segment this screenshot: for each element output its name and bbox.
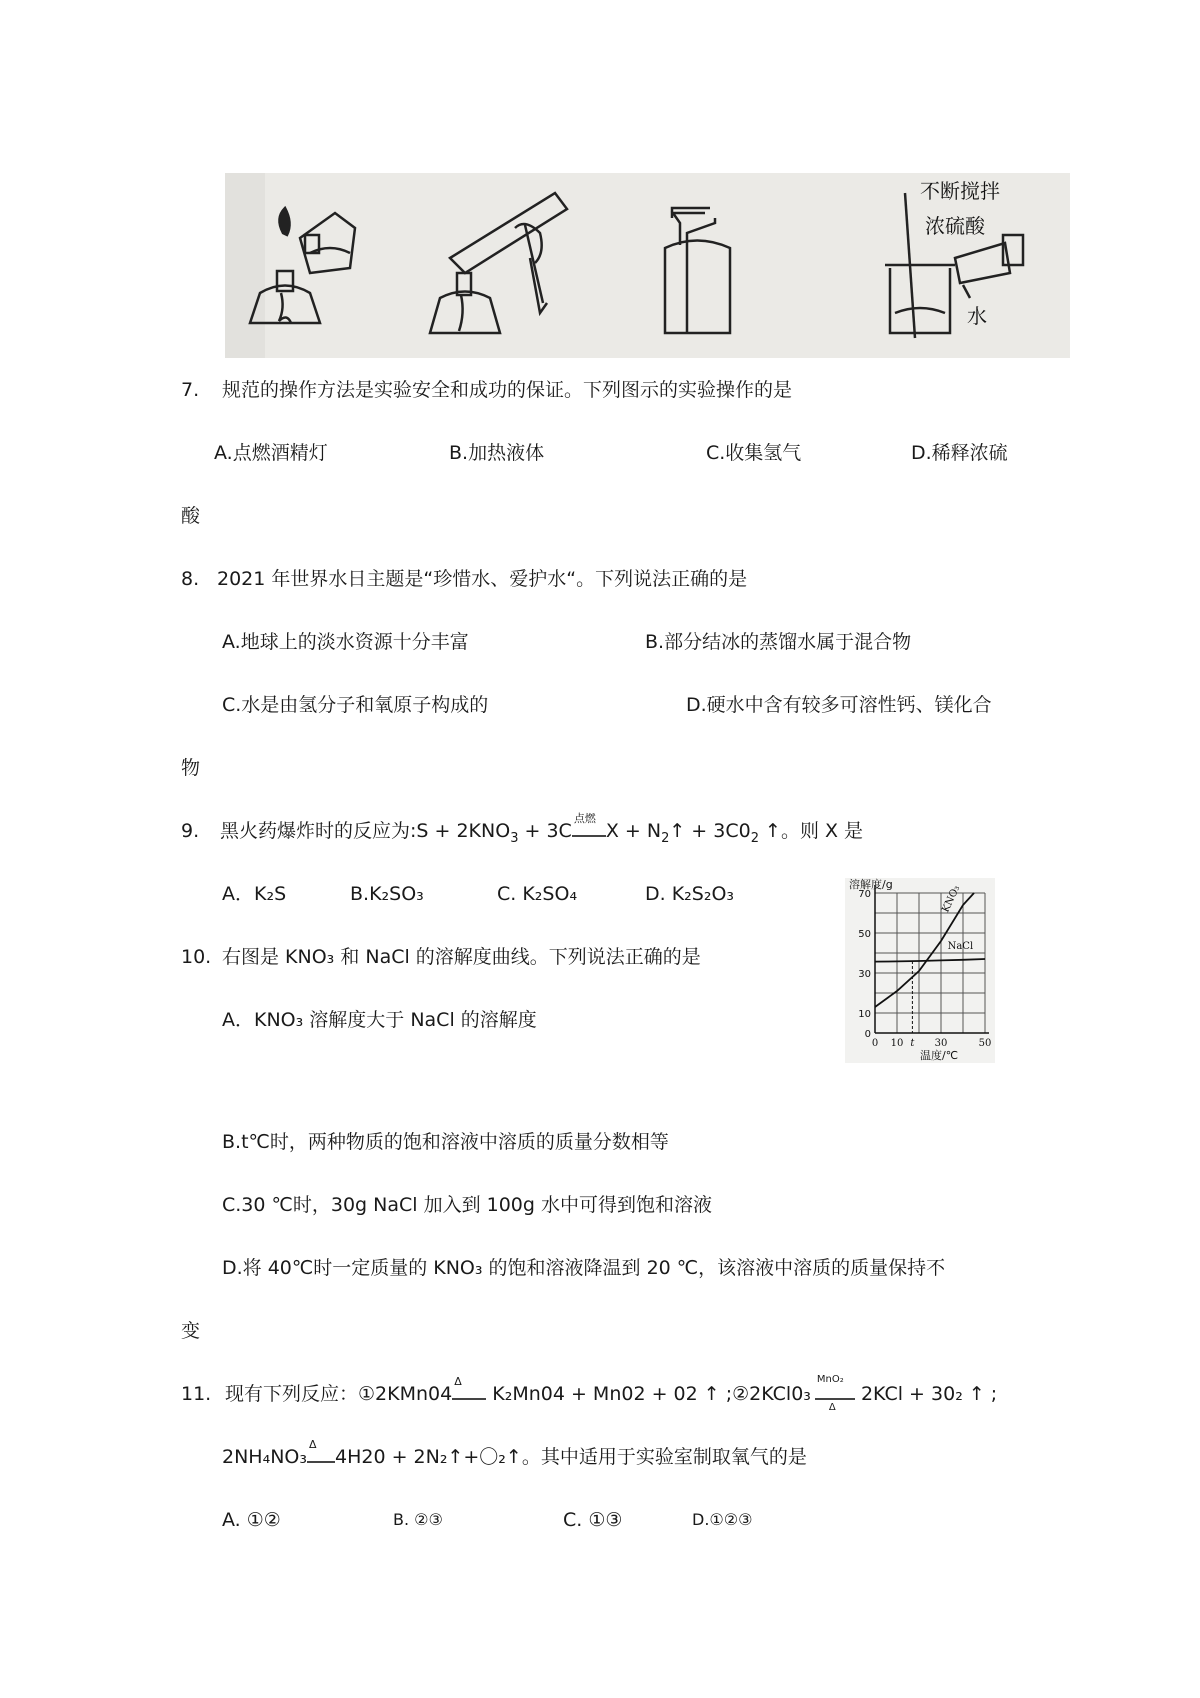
q11-option-c: C. ①③ xyxy=(563,1509,623,1531)
x-tick-label: 10 xyxy=(890,1038,904,1049)
stir-label: 不断搅拌 xyxy=(920,179,1000,203)
catalyst-condition: MnO₂ Δ xyxy=(815,1381,855,1407)
q11-line2: 2NH₄NO₃ Δ 4H20 + 2N₂↑+〇₂↑。其中适用于实验室制取氧气的是 xyxy=(222,1438,807,1468)
q9-option-b: B.K₂SO₃ xyxy=(350,883,424,905)
water-label: 水 xyxy=(967,304,987,328)
q11-option-a: A. ①② xyxy=(222,1509,281,1531)
q10-stem: 右图是 KNO₃ 和 NaCl 的溶解度曲线。下列说法正确的是 xyxy=(222,946,701,968)
q11-option-d: D.①②③ xyxy=(692,1510,753,1529)
q7-wrap: 酸 xyxy=(181,505,201,527)
q9-option-a: A．K₂S xyxy=(222,883,287,905)
q11-line1: 现有下列反应：①2KMn04 Δ K₂Mn04 + Mn02 + 02 ↑ ;②2KCl0₃ MnO₂ Δ 2KCl + 30₂ ↑ ; xyxy=(225,1374,998,1413)
q9-option-d: D. K₂S₂O₃ xyxy=(645,883,735,905)
q7-option-c: C.收集氢气 xyxy=(706,442,802,464)
q8-option-c: C.水是由氢分子和氧原子构成的 xyxy=(222,694,489,716)
q8-option-d: D.硬水中含有较多可溶性钙、镁化合 xyxy=(686,694,992,716)
series-label: NaCl xyxy=(947,941,974,952)
series-line-nacl xyxy=(875,959,985,962)
solubility-chart xyxy=(845,878,995,1063)
question-7-figure xyxy=(225,173,1070,358)
x-axis-title: 温度/℃ xyxy=(920,1049,959,1062)
series-label: KNO₃ xyxy=(940,883,963,915)
heat-condition-3: Δ xyxy=(307,1444,335,1470)
q7-stem: 规范的操作方法是实验安全和成功的保证。下列图示的实验操作的是 xyxy=(222,379,793,401)
q7-option-b: B.加热液体 xyxy=(449,442,545,464)
q8-number: 8. xyxy=(181,568,200,590)
q7-number: 7. xyxy=(181,379,200,401)
q8-option-a: A.地球上的淡水资源十分丰富 xyxy=(222,631,469,653)
q8-stem: 2021 年世界水日主题是“珍惜水、爱护水“。下列说法正确的是 xyxy=(217,568,748,590)
q8-wrap: 物 xyxy=(181,757,201,779)
y-tick-label: 10 xyxy=(858,1009,871,1020)
ignition-condition: 点燃 xyxy=(572,818,606,844)
q7-option-d: D.稀释浓硫 xyxy=(911,442,1008,464)
q10-option-c: C.30 ℃时，30g NaCl 加入到 100g 水中可得到饱和溶液 xyxy=(222,1194,712,1216)
q10-option-a: A．KNO₃ 溶解度大于 NaCl 的溶解度 xyxy=(222,1009,537,1031)
q9-stem: 黑火药爆炸时的反应为:S + $2KNO_3 + 3C$ 点燃 $X + N_2↑ + 3C0_2$ ↑。则 X 是 xyxy=(220,812,864,846)
y-tick-label: 30 xyxy=(858,969,871,980)
y-tick-label: 0 xyxy=(864,1029,871,1040)
x-tick-label: 30 xyxy=(934,1038,948,1049)
x-tick-label: 0 xyxy=(871,1038,879,1049)
q7-option-a: A.点燃酒精灯 xyxy=(214,442,328,464)
acid-label: 浓硫酸 xyxy=(925,214,985,238)
q9-option-c: C. K₂SO₄ xyxy=(497,883,578,905)
q10-option-d: D.将 40℃时一定质量的 KNO₃ 的饱和溶液降温到 20 ℃，该溶液中溶质的质量保持不 xyxy=(222,1257,946,1279)
x-tick-label: 50 xyxy=(978,1038,992,1049)
q10-number: 10. xyxy=(181,946,212,968)
y-axis-title: 溶解度/g xyxy=(849,878,893,891)
y-tick-label: 50 xyxy=(858,929,871,940)
x-tick-label: t xyxy=(910,1038,915,1049)
heat-condition-1: Δ xyxy=(452,1381,486,1407)
q8-option-b: B.部分结冰的蒸馏水属于混合物 xyxy=(645,631,912,653)
q9-number: 9. xyxy=(181,820,200,842)
q10-option-b: B.t℃时，两种物质的饱和溶液中溶质的质量分数相等 xyxy=(222,1131,669,1153)
q10-wrap: 变 xyxy=(181,1320,201,1342)
y-tick-label: 70 xyxy=(858,889,871,900)
q11-option-b: B. ②③ xyxy=(393,1510,443,1529)
q11-number: 11. xyxy=(181,1383,212,1405)
